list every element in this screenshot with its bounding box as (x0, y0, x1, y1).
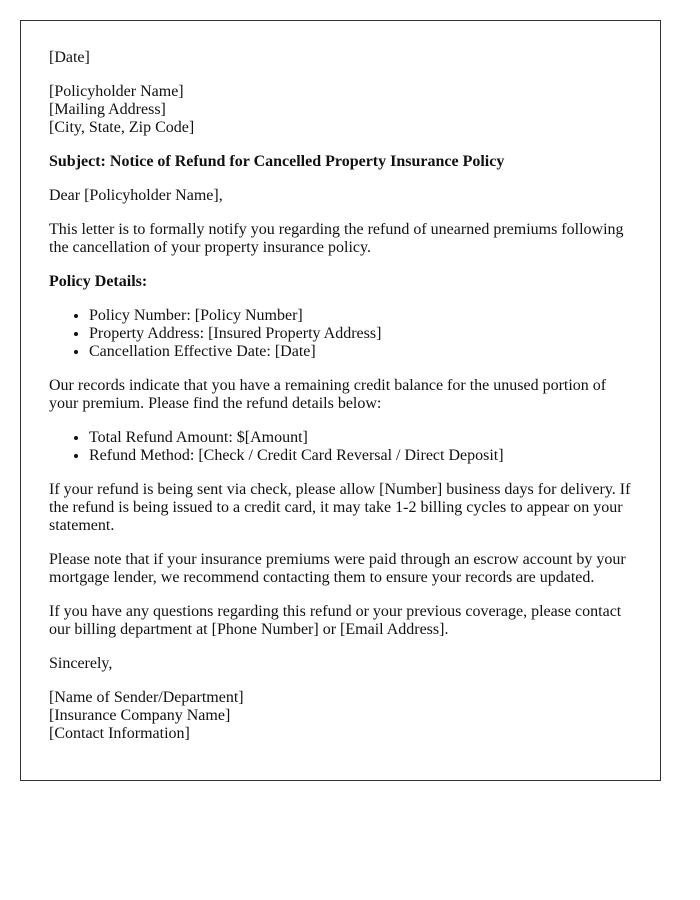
letter-date: [Date] (49, 49, 90, 66)
recipient-address: [Mailing Address] (49, 101, 166, 118)
signature-block (49, 689, 632, 743)
recipient-name: [Policyholder Name] (49, 83, 184, 100)
intro-paragraph: This letter is to formally notify you regarding the refund of unearned premiums following the cancellation of your property insurance policy. (49, 221, 624, 256)
refund-method-item: • Refund Method: [Check / Credit Card Reversal / Direct Deposit] (89, 447, 632, 465)
recipient-block (49, 83, 632, 137)
policy-number-item: • Policy Number: [Policy Number] (89, 307, 632, 325)
delivery-paragraph: If your refund is being sent via check, please allow [Number] business days for delivery. If the refund is being issued to a credit card, it may take 1-2 billing cycles to appear on your statement. (49, 481, 631, 534)
property-address-item: • Property Address: [Insured Property Address] (89, 325, 632, 343)
recipient-city-state-zip: [City, State, Zip Code] (49, 119, 195, 136)
closing: Sincerely, (49, 655, 113, 672)
letter-subject: Subject: Notice of Refund for Cancelled Property Insurance Policy (49, 153, 505, 170)
records-paragraph: Our records indicate that you have a remaining credit balance for the unused portion of your premium. Please find the refund details below: (49, 377, 607, 412)
cancellation-date-item: • Cancellation Effective Date: [Date] (89, 343, 632, 361)
policy-details-list (49, 307, 632, 361)
sender-name: [Name of Sender/Department] (49, 689, 244, 706)
company-name: [Insurance Company Name] (49, 707, 231, 724)
contact-information: [Contact Information] (49, 725, 190, 742)
salutation: Dear [Policyholder Name], (49, 187, 223, 204)
contact-paragraph: If you have any questions regarding this refund or your previous coverage, please contact our billing department at [Phone Number] or [Email Address]. (49, 603, 622, 638)
letter-document (20, 20, 661, 781)
refund-amount-item: • Total Refund Amount: $[Amount] (89, 429, 632, 447)
escrow-paragraph: Please note that if your insurance premiums were paid through an escrow account by your mortgage lender, we recommend contacting them to ensure your records are updated. (49, 551, 626, 586)
policy-details-heading: Policy Details: (49, 273, 148, 290)
refund-details-list (49, 429, 632, 465)
